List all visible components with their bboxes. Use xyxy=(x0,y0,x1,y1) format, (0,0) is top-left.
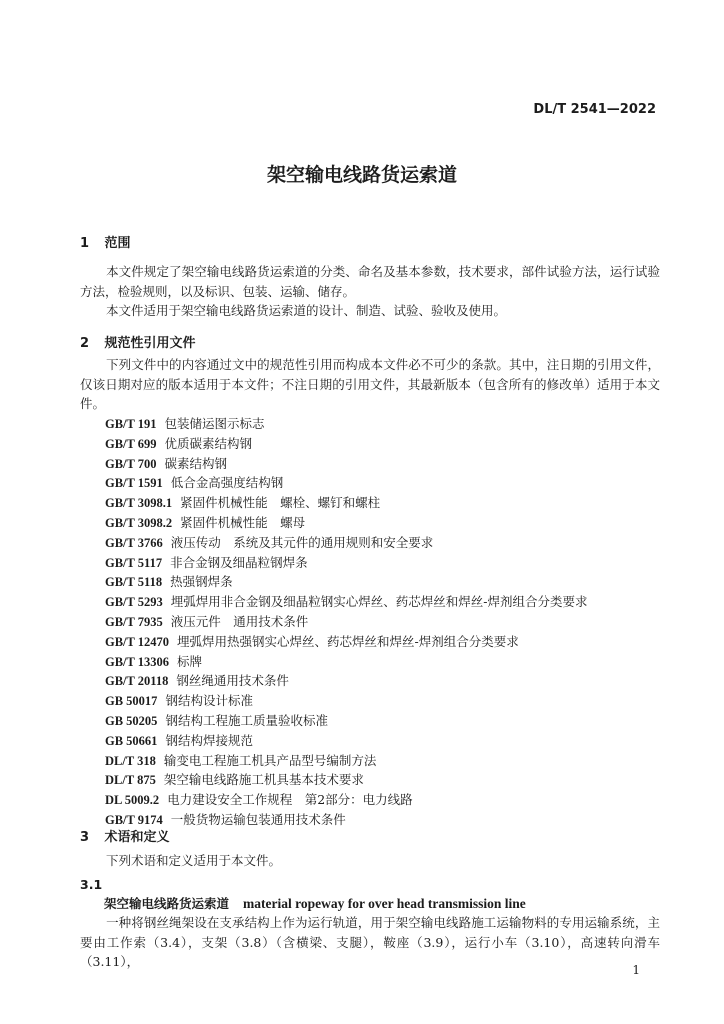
term-english: material ropeway for over head transmission line xyxy=(243,896,526,911)
section-title: 范围 xyxy=(104,236,131,251)
section-number: 3 xyxy=(80,830,90,845)
section-number: 1 xyxy=(80,236,90,251)
term-chinese: 架空输电线路货运索道 xyxy=(104,896,230,911)
terms-intro-text: 下列术语和定义适用于本文件。 xyxy=(106,853,282,868)
list-item: GB 50017 钢结构设计标准 xyxy=(105,693,253,709)
list-item: GB 50661 钢结构焊接规范 xyxy=(105,732,253,748)
page-number: 1 xyxy=(632,963,640,977)
section-title: 规范性引用文件 xyxy=(104,336,196,351)
section-1-heading xyxy=(80,232,131,251)
list-item: GB/T 3766 液压传动 系统及其元件的通用规则和安全要求 xyxy=(105,534,434,550)
list-item: DL/T 318 输变电工程施工机具产品型号编制方法 xyxy=(105,752,377,768)
references-intro-text: 下列文件中的内容通过文中的规范性引用而构成本文件必不可少的条款。其中，注日期的引用文件，仅该日期对应的版本适用于本文件；不注日期的引用文件，其最新版本（包含所有的修改单）适用于本文件。 xyxy=(80,357,660,411)
terms-intro-paragraph xyxy=(80,851,660,871)
document-title: 架空输电线路货运索道 xyxy=(266,164,457,186)
applicability-paragraph xyxy=(80,301,660,321)
list-item: GB/T 699 优质碳素结构钢 xyxy=(105,435,253,451)
list-item: GB/T 20118 钢丝绳通用技术条件 xyxy=(105,673,289,689)
term-entry xyxy=(104,894,526,912)
reference-list xyxy=(105,414,588,830)
list-item: GB/T 3098.2 紧固件机械性能 螺母 xyxy=(105,514,306,530)
list-item: GB/T 9174 一般货物运输包装通用技术条件 xyxy=(105,811,346,827)
definition-text: 一种将钢丝绳架设在支承结构上作为运行轨道，用于架空输电线路施工运输物料的专用运输系统，主要由工作索（3.4），支架（3.8）（含横梁、支腿），鞍座（3.9），运行小车（3.10），高速转向滑车（3.11）， xyxy=(80,915,660,969)
definition-paragraph xyxy=(80,913,660,972)
scope-paragraph xyxy=(80,262,660,301)
section-3-heading xyxy=(80,826,170,845)
list-item: GB 50205 钢结构工程施工质量验收标准 xyxy=(105,712,328,728)
section-2-heading xyxy=(80,332,196,351)
scope-text: 本文件规定了架空输电线路货运索道的分类、命名及基本参数，技术要求，部件试验方法，运行试验方法，检验规则，以及标识、包装、运输、储存。 xyxy=(80,264,660,299)
list-item: GB/T 5117 非合金钢及细晶粒钢焊条 xyxy=(105,554,308,570)
applicability-text: 本文件适用于架空输电线路货运索道的设计、制造、试验、验收及使用。 xyxy=(106,303,507,318)
subsection-number: 3.1 xyxy=(80,877,103,892)
list-item: GB/T 191 包装储运图示标志 xyxy=(105,416,265,431)
list-item: GB/T 5293 埋弧焊用非合金钢及细晶粒钢实心焊丝、药芯焊丝和焊丝-焊剂组合分类要求 xyxy=(105,594,588,610)
list-item: GB/T 12470 埋弧焊用热强钢实心焊丝、药芯焊丝和焊丝-焊剂组合分类要求 xyxy=(105,633,519,649)
list-item: GB/T 1591 低合金高强度结构钢 xyxy=(105,475,284,491)
list-item: GB/T 3098.1 紧固件机械性能 螺栓、螺钉和螺柱 xyxy=(105,495,381,511)
list-item: DL/T 875 架空输电线路施工机具基本技术要求 xyxy=(105,772,364,788)
list-item: GB/T 5118 热强钢焊条 xyxy=(105,574,233,590)
section-number: 2 xyxy=(80,336,90,351)
references-intro-paragraph xyxy=(80,355,660,414)
list-item: DL 5009.2 电力建设安全工作规程 第2部分：电力线路 xyxy=(105,792,413,808)
list-item: GB/T 7935 液压元件 通用技术条件 xyxy=(105,613,309,629)
section-title: 术语和定义 xyxy=(104,830,170,845)
list-item: GB/T 700 碳素结构钢 xyxy=(105,455,228,471)
standard-code: DL/T 2541—2022 xyxy=(533,102,656,117)
list-item: GB/T 13306 标牌 xyxy=(105,653,203,669)
